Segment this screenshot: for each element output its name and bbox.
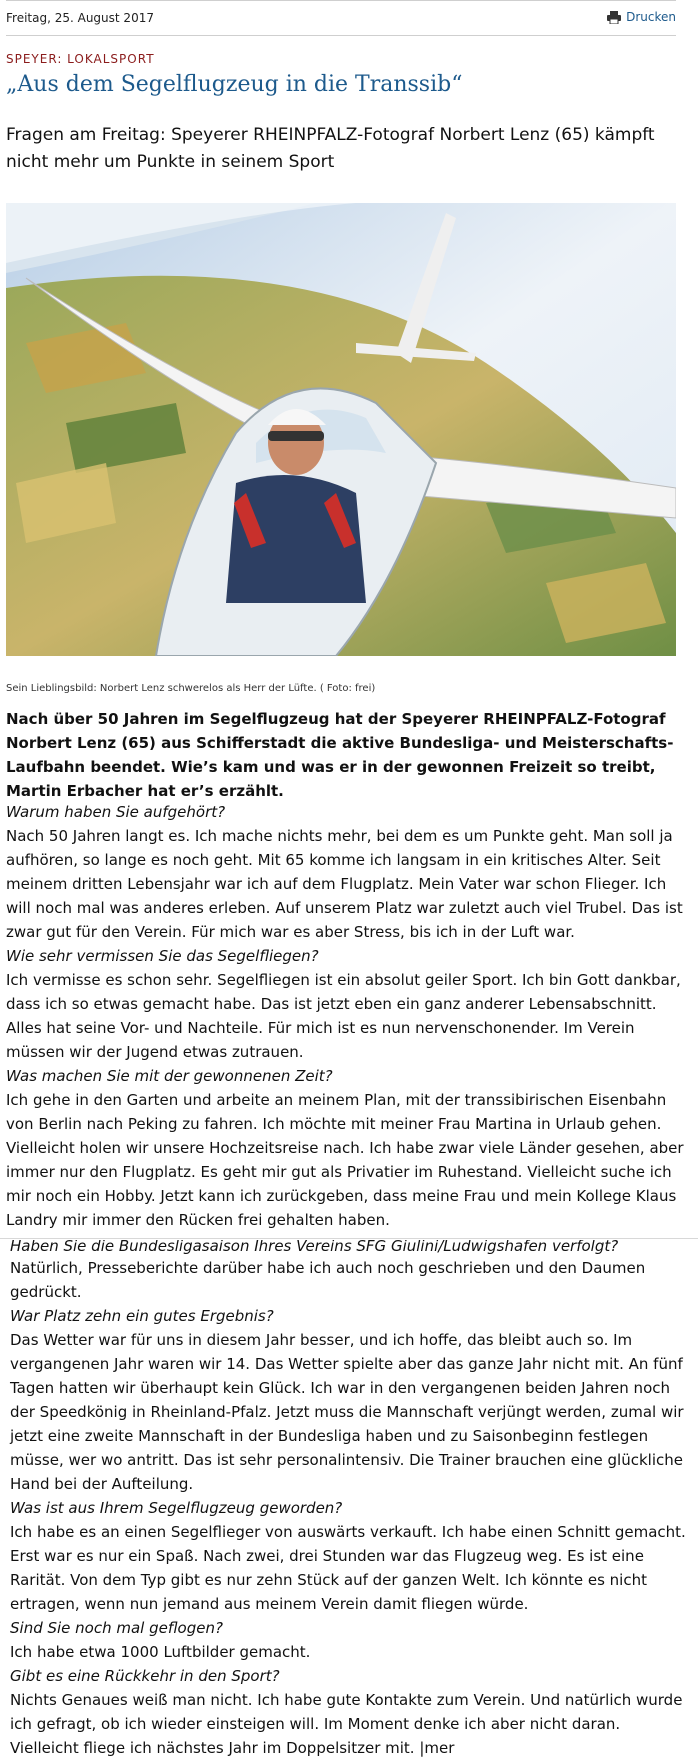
article-headline: „Aus dem Segelflugzeug in die Transsib“ xyxy=(6,72,463,97)
answer: Natürlich, Presseberichte darüber habe ich auch noch geschrieben und den Daumen gedrückt. xyxy=(10,1259,646,1301)
screenshot-seam xyxy=(0,1238,698,1239)
question: Warum haben Sie aufgehört? xyxy=(6,803,226,821)
publication-date: Freitag, 25. August 2017 xyxy=(6,11,154,25)
question: Was ist aus Ihrem Segelflugzeug geworden? xyxy=(10,1499,343,1517)
question: Haben Sie die Bundesligasaison Ihres Vereins SFG Giulini/Ludwigshafen verfolgt? xyxy=(10,1240,619,1255)
photo-caption: Sein Lieblingsbild: Norbert Lenz schwerelos als Herr der Lüfte. ( Foto: frei) xyxy=(6,683,376,694)
date-bar xyxy=(6,0,676,36)
print-label[interactable]: Drucken xyxy=(626,10,676,24)
section-kicker: SPEYER: LOKALSPORT xyxy=(6,52,155,66)
answer: Nichts Genaues weiß man nicht. Ich habe gute Kontakte zum Verein. Und natürlich wurde ich gefragt, ob ich wieder einsteigen will. Im Moment denke ich aber nicht daran. Vielleicht fliege ich nächstes Jahr im Doppelsitzer mit. |mer xyxy=(10,1691,683,1757)
interview-part-2 xyxy=(10,1240,686,1760)
article-photo xyxy=(6,203,676,656)
question: Was machen Sie mit der gewonnenen Zeit? xyxy=(6,1067,333,1085)
article-subhead: Fragen am Freitag: Speyerer RHEINPFALZ-Fotograf Norbert Lenz (65) kämpft nicht mehr um Punkte in seinem Sport xyxy=(6,125,655,172)
answer: Das Wetter war für uns in diesem Jahr besser, und ich hoffe, das bleibt auch so. Im vergangenen Jahr waren wir 14. Das Wetter spielte aber das ganze Jahr nicht mit. An fünf Tagen hatten wir überhaupt kein Glück. Ich war in den vergangenen beiden Jahren noch der Speedkönig in Rheinland-Pfalz. Jetzt muss die Mannschaft verjüngt werden, zumal wir jetzt eine zweite Mannschaft in der Bundesliga haben und zu Saisonbeginn festlegen müsse, wer wo antritt. Das ist sehr personalintensiv. Die Trainer brauchen eine glückliche Hand bei der Aufteilung. xyxy=(10,1331,684,1493)
question: Sind Sie noch mal geflogen? xyxy=(10,1619,223,1637)
printer-icon xyxy=(607,11,621,24)
answer: Ich vermisse es schon sehr. Segelfliegen ist ein absolut geiler Sport. Ich bin Gott dankbar, dass ich so etwas gemacht habe. Das ist jetzt eben ein ganz anderer Lebensabschnitt. Alles hat seine Vor- und Nachteile. Für mich ist es nun nervenschonender. Im Verein müssen wir der Jugend etwas zutrauen. xyxy=(6,971,681,1061)
question: War Platz zehn ein gutes Ergebnis? xyxy=(10,1307,274,1325)
question: Wie sehr vermissen Sie das Segelfliegen? xyxy=(6,947,319,965)
article-lead: Nach über 50 Jahren im Segelflugzeug hat der Speyerer RHEINPFALZ-Fotograf Norbert Lenz (65) aus Schifferstadt die aktive Bundesliga- und Meisterschafts-Laufbahn beendet. Wie’s kam und was er in der gewonnen Freizeit so treibt, Martin Erbacher hat er’s erzählt. xyxy=(6,710,674,800)
answer: Nach 50 Jahren langt es. Ich mache nichts mehr, bei dem es um Punkte geht. Man soll ja aufhören, so lange es noch geht. Mit 65 komme ich langsam in ein kritisches Alter. Seit meinem dritten Lebensjahr war ich auf dem Flugplatz. Mein Vater war schon Flieger. Ich will noch mal was anderes erleben. Auf unserem Platz war zuletzt auch viel Trubel. Das ist zwar gut für den Verein. Für mich war es aber Stress, bis ich in der Luft war. xyxy=(6,827,683,941)
question: Gibt es eine Rückkehr in den Sport? xyxy=(10,1667,280,1685)
print-link[interactable] xyxy=(607,10,676,24)
answer: Ich habe es an einen Segelflieger von auswärts verkauft. Ich habe einen Schnitt gemacht. Erst war es nur ein Spaß. Nach zwei, drei Stunden war das Flugzeug weg. Es ist eine Rarität. Von dem Typ gibt es nur zehn Stück auf der ganzen Welt. Ich könnte es nicht ertragen, wenn nun jemand aus meinem Verein damit fliegen würde. xyxy=(10,1523,686,1613)
interview-part-1 xyxy=(6,800,686,1232)
answer: Ich gehe in den Garten und arbeite an meinem Plan, mit der transsibirischen Eisenbahn von Berlin nach Peking zu fahren. Ich möchte mit meiner Frau Martina in Urlaub gehen. Vielleicht holen wir unsere Hochzeitsreise nach. Ich habe zwar viele Länder gesehen, aber immer nur den Flugplatz. Es geht mir gut als Privatier im Ruhestand. Vielleicht suche ich mir noch ein Hobby. Jetzt kann ich zurückgeben, dass meine Frau und mein Kollege Klaus Landry mir immer den Rücken frei gehalten haben. xyxy=(6,1091,684,1229)
answer: Ich habe etwa 1000 Luftbilder gemacht. xyxy=(10,1643,311,1661)
